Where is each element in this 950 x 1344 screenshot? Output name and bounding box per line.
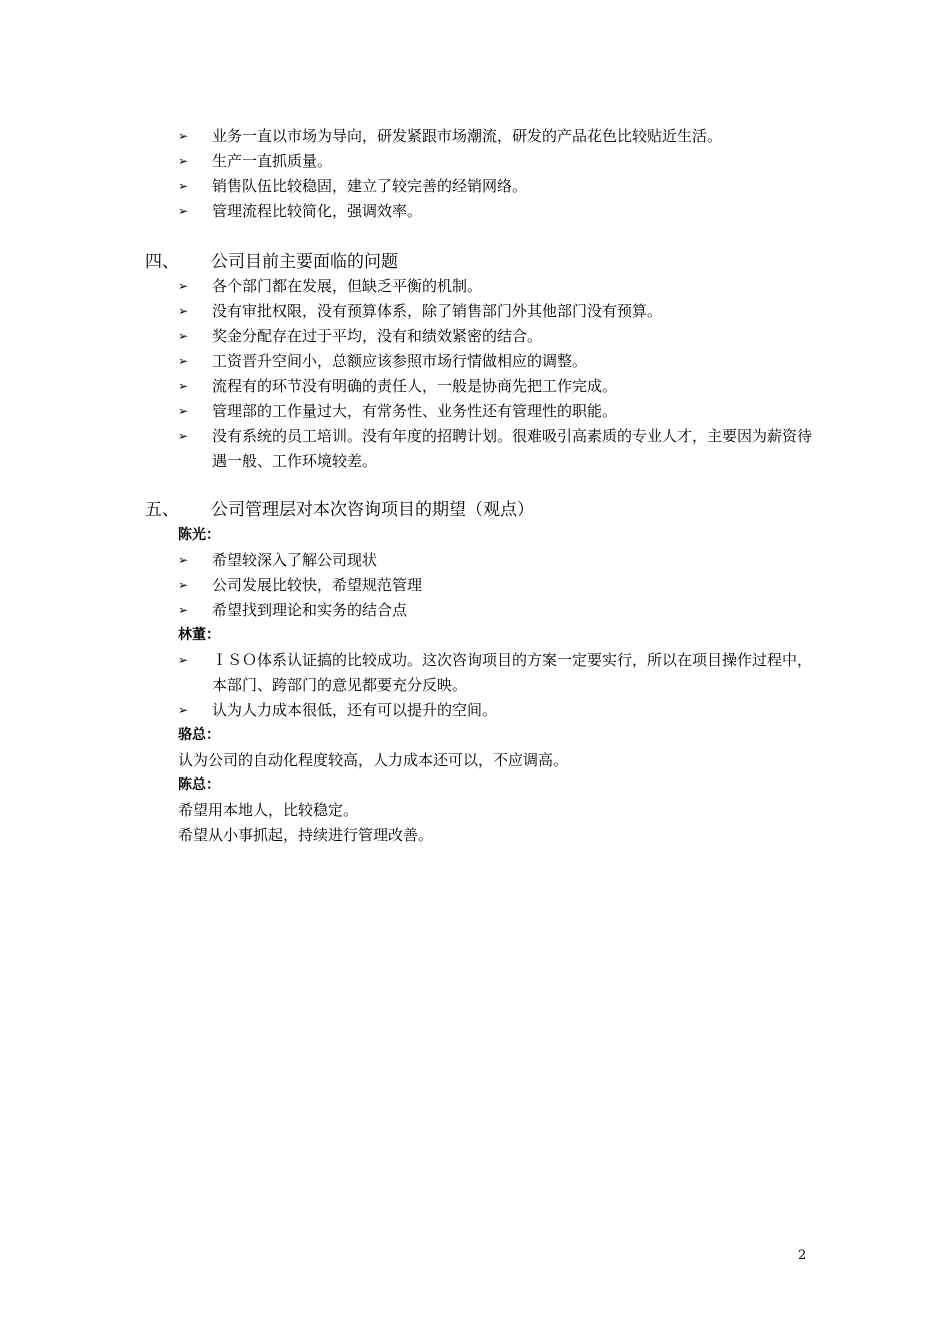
- chen-zong-line: 希望从小事抓起，持续进行管理改善。: [178, 826, 434, 844]
- list-item: ➢ 销售队伍比较稳固，建立了较完善的经销网络。: [178, 174, 818, 199]
- list-item: ➢ 生产一直抓质量。: [178, 149, 818, 174]
- list-item: ➢ 希望找到理论和实务的结合点: [178, 598, 818, 623]
- list-item: ➢ 希望较深入了解公司现状: [178, 548, 818, 573]
- chen-zong-line: 希望用本地人，比较稳定。: [178, 801, 359, 819]
- arrow-bullet-icon: ➢: [178, 404, 189, 418]
- arrow-bullet-icon: ➢: [178, 703, 189, 717]
- arrow-bullet-icon: ➢: [178, 379, 189, 393]
- section4-heading: [145, 249, 398, 275]
- arrow-bullet-icon: ➢: [178, 429, 189, 443]
- list-item: ➢ 管理部的工作量过大，有常务性、业务性还有管理性的职能。: [178, 399, 818, 424]
- list-item: ➢ 没有审批权限，没有预算体系，除了销售部门外其他部门没有预算。: [178, 299, 818, 324]
- section-title: 公司目前主要面临的问题: [211, 252, 398, 272]
- section3-list: [178, 124, 818, 224]
- list-item: ➢ 没有系统的员工培训。没有年度的招聘计划。很难吸引高素质的专业人才，主要因为薪资待遇一般、工作环境较差。: [178, 424, 818, 474]
- section-number: 五、: [145, 500, 179, 520]
- chen-guang-list: [178, 548, 818, 623]
- arrow-bullet-icon: ➢: [178, 578, 189, 592]
- list-item: ➢ ＩＳＯ体系认证搞的比较成功。这次咨询项目的方案一定要实行，所以在项目操作过程中，本部门、跨部门的意见都要充分反映。: [178, 648, 818, 698]
- arrow-bullet-icon: ➢: [178, 603, 189, 617]
- list-item: ➢ 公司发展比较快，希望规范管理: [178, 573, 818, 598]
- speaker-name-chen-guang: 陈光：: [178, 527, 220, 543]
- arrow-bullet-icon: ➢: [178, 154, 189, 168]
- list-item: ➢ 各个部门都在发展，但缺乏平衡的机制。: [178, 274, 818, 299]
- arrow-bullet-icon: ➢: [178, 653, 189, 667]
- page-number: 2: [798, 1248, 807, 1263]
- arrow-bullet-icon: ➢: [178, 204, 189, 218]
- speaker-name-chen-zong: 陈总：: [178, 777, 220, 793]
- section5-heading: [145, 497, 534, 523]
- arrow-bullet-icon: ➢: [178, 129, 189, 143]
- list-item: ➢ 管理流程比较简化，强调效率。: [178, 199, 818, 224]
- arrow-bullet-icon: ➢: [178, 279, 189, 293]
- arrow-bullet-icon: ➢: [178, 304, 189, 318]
- list-item: ➢ 业务一直以市场为导向，研发紧跟市场潮流，研发的产品花色比较贴近生活。: [178, 124, 818, 149]
- list-item: ➢ 认为人力成本很低，还有可以提升的空间。: [178, 698, 818, 723]
- speaker-name-luo-zong: 骆总：: [178, 727, 220, 743]
- list-item: ➢ 工资晋升空间小，总额应该参照市场行情做相应的调整。: [178, 349, 818, 374]
- luo-zong-text: 认为公司的自动化程度较高，人力成本还可以，不应调高。: [178, 751, 569, 769]
- list-item: ➢ 流程有的环节没有明确的责任人，一般是协商先把工作完成。: [178, 374, 818, 399]
- list-item: ➢ 奖金分配存在过于平均，没有和绩效紧密的结合。: [178, 324, 818, 349]
- lin-dong-list: [178, 648, 818, 723]
- arrow-bullet-icon: ➢: [178, 179, 189, 193]
- arrow-bullet-icon: ➢: [178, 354, 189, 368]
- section-number: 四、: [145, 252, 179, 272]
- speaker-name-lin-dong: 林董：: [178, 627, 220, 643]
- section-title: 公司管理层对本次咨询项目的期望（观点）: [211, 500, 534, 520]
- arrow-bullet-icon: ➢: [178, 553, 189, 567]
- section4-list: [178, 274, 818, 474]
- arrow-bullet-icon: ➢: [178, 329, 189, 343]
